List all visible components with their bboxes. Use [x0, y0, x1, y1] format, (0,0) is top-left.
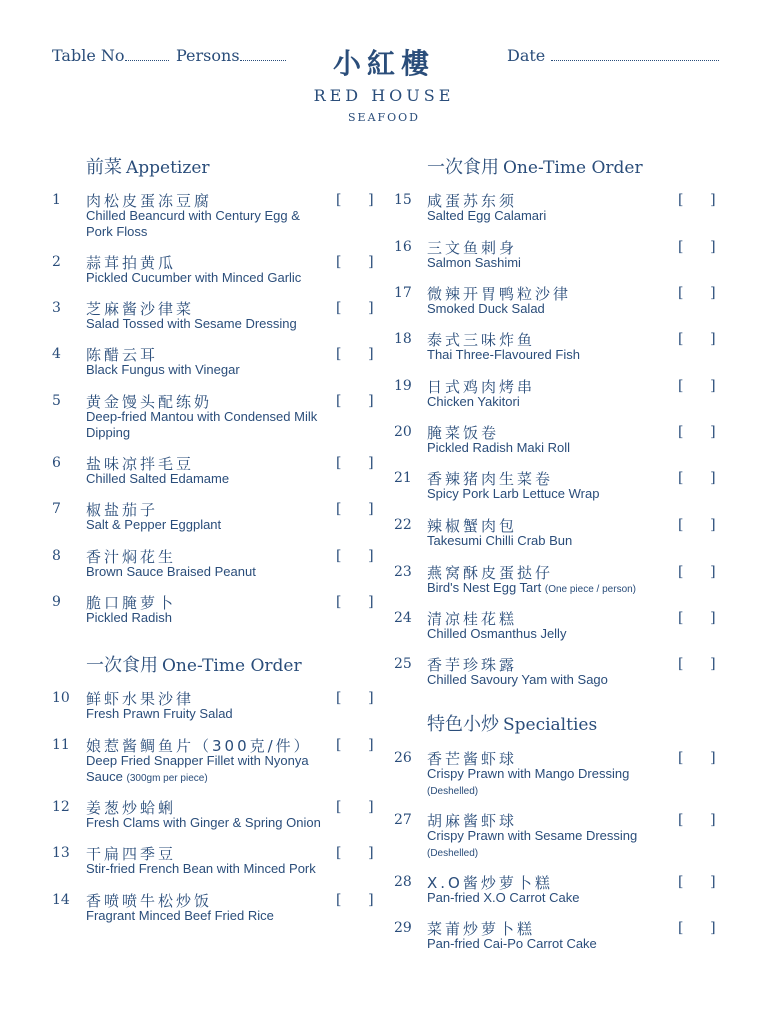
item-chinese-name: 微辣开胃鸭粒沙律: [427, 285, 572, 303]
item-chinese-name: 芝麻酱沙律菜: [86, 300, 195, 318]
item-number: 1: [52, 192, 61, 208]
item-chinese-name: 香芒酱虾球: [427, 750, 518, 768]
item-english-text: Bird's Nest Egg Tart: [427, 580, 542, 595]
item-english-name: [86, 610, 356, 626]
item-english-name: [427, 255, 697, 271]
item-chinese-name: 香喷喷牛松炒饭: [86, 892, 213, 910]
item-english-text: Salt & Pepper Eggplant: [86, 517, 222, 532]
quantity-bracket[interactable]: [ ]: [678, 424, 716, 440]
item-number: 16: [394, 239, 412, 255]
item-english-name: [86, 908, 356, 924]
item-number: 13: [52, 845, 70, 861]
item-english-name: [86, 815, 356, 831]
item-english-name: [427, 766, 697, 800]
item-english-name: [86, 316, 356, 332]
item-chinese-name: 腌菜饭卷: [427, 424, 500, 442]
item-chinese-name: 辣椒蟹肉包: [427, 517, 518, 535]
item-number: 29: [394, 920, 412, 936]
item-number: 2: [52, 254, 61, 270]
logo-english: RED HOUSE: [313, 86, 455, 105]
item-english-name: [86, 208, 326, 240]
logo-subtitle: SEAFOOD: [348, 111, 420, 124]
item-chinese-name: 鲜虾水果沙律: [86, 690, 195, 708]
quantity-bracket[interactable]: [ ]: [336, 455, 374, 471]
quantity-bracket[interactable]: [ ]: [678, 378, 716, 394]
item-note: (One piece / person): [544, 584, 637, 595]
quantity-bracket[interactable]: [ ]: [678, 564, 716, 580]
item-number: 12: [52, 799, 70, 815]
section-cn: 前菜: [86, 157, 122, 178]
item-chinese-name: 肉松皮蛋冻豆腐: [86, 192, 213, 210]
item-number: 10: [52, 690, 70, 706]
item-english-text: Pickled Radish Maki Roll: [427, 440, 571, 455]
item-english-text: Chilled Osmanthus Jelly: [427, 626, 567, 641]
item-english-name: [427, 347, 697, 363]
item-chinese-name: 盐味凉拌毛豆: [86, 455, 195, 473]
quantity-bracket[interactable]: [ ]: [336, 192, 374, 208]
quantity-bracket[interactable]: [ ]: [336, 501, 374, 517]
quantity-bracket[interactable]: [ ]: [678, 285, 716, 301]
quantity-bracket[interactable]: [ ]: [678, 192, 716, 208]
item-number: 3: [52, 300, 61, 316]
section-one-time-left: [86, 651, 302, 677]
item-english-text: Deep Fried Snapper Fillet with Nyonya Sauce: [86, 753, 309, 784]
item-chinese-name: 香辣猪肉生菜卷: [427, 470, 554, 488]
item-number: 26: [394, 750, 412, 766]
item-english-text: Crispy Prawn with Sesame Dressing: [427, 828, 638, 843]
item-english-text: Deep-fried Mantou with Condensed Milk Dipping: [86, 409, 318, 440]
item-chinese-name: X.O酱炒萝卜糕: [427, 874, 553, 892]
item-chinese-name: 干扁四季豆: [86, 845, 177, 863]
item-number: 11: [52, 737, 70, 753]
quantity-bracket[interactable]: [ ]: [678, 656, 716, 672]
item-number: 17: [394, 285, 412, 301]
item-english-name: [427, 533, 697, 549]
item-english-name: [427, 580, 697, 598]
item-number: 8: [52, 548, 61, 564]
item-english-text: Chilled Salted Edamame: [86, 471, 230, 486]
item-chinese-name: 椒盐茄子: [86, 501, 159, 519]
item-english-name: [427, 828, 697, 862]
quantity-bracket[interactable]: [ ]: [336, 393, 374, 409]
item-english-text: Black Fungus with Vinegar: [86, 362, 240, 377]
item-english-name: [427, 936, 697, 952]
item-chinese-name: 娘惹酱鲷鱼片（300克/件）: [86, 737, 312, 755]
quantity-bracket[interactable]: [ ]: [336, 346, 374, 362]
quantity-bracket[interactable]: [ ]: [678, 920, 716, 936]
item-chinese-name: 黄金馒头配练奶: [86, 393, 213, 411]
item-english-text: Crispy Prawn with Mango Dressing: [427, 766, 630, 781]
section-cn: 一次食用: [86, 655, 158, 676]
item-english-name: [86, 564, 356, 580]
item-english-name: [427, 890, 697, 906]
item-number: 9: [52, 594, 61, 610]
item-english-name: [427, 301, 697, 317]
item-chinese-name: 香芋珍珠露: [427, 656, 518, 674]
section-specialties: [427, 710, 597, 736]
item-english-name: [427, 440, 697, 456]
item-english-name: [86, 471, 356, 487]
item-number: 7: [52, 501, 61, 517]
item-chinese-name: 咸蛋苏东须: [427, 192, 518, 210]
item-english-text: Takesumi Chilli Crab Bun: [427, 533, 573, 548]
item-number: 28: [394, 874, 412, 890]
quantity-bracket[interactable]: [ ]: [336, 845, 374, 861]
item-english-name: [86, 362, 356, 378]
item-number: 20: [394, 424, 412, 440]
quantity-bracket[interactable]: [ ]: [678, 874, 716, 890]
item-english-name: [86, 861, 356, 877]
item-english-text: Pan-fried X.O Carrot Cake: [427, 890, 580, 905]
item-english-text: Salted Egg Calamari: [427, 208, 547, 223]
item-number: 5: [52, 393, 61, 409]
item-chinese-name: 脆口腌萝卜: [86, 594, 177, 612]
item-number: 6: [52, 455, 61, 471]
item-english-name: [427, 394, 697, 410]
item-english-name: [427, 672, 697, 688]
item-chinese-name: 陈醋云耳: [86, 346, 159, 364]
item-english-name: [427, 626, 697, 642]
item-english-text: Chilled Savoury Yam with Sago: [427, 672, 608, 687]
section-appetizer: [86, 153, 210, 179]
item-chinese-name: 泰式三味炸鱼: [427, 331, 536, 349]
quantity-bracket[interactable]: [ ]: [678, 517, 716, 533]
item-english-text: Chicken Yakitori: [427, 394, 520, 409]
item-english-name: [86, 409, 326, 441]
date-label: Date: [507, 46, 546, 65]
item-english-text: Fresh Clams with Ginger & Spring Onion: [86, 815, 321, 830]
item-english-text: Salmon Sashimi: [427, 255, 521, 270]
quantity-bracket[interactable]: [ ]: [336, 737, 374, 753]
item-number: 14: [52, 892, 70, 908]
item-english-text: Pan-fried Cai-Po Carrot Cake: [427, 936, 597, 951]
quantity-bracket[interactable]: [ ]: [678, 470, 716, 486]
item-english-text: Brown Sauce Braised Peanut: [86, 564, 256, 579]
section-en: One-Time Order: [162, 656, 302, 676]
section-one-time-right: [427, 153, 643, 179]
item-number: 19: [394, 378, 412, 394]
item-english-name: [86, 753, 326, 787]
item-number: 18: [394, 331, 412, 347]
item-number: 15: [394, 192, 412, 208]
quantity-bracket[interactable]: [ ]: [336, 799, 374, 815]
item-english-text: Fresh Prawn Fruity Salad: [86, 706, 233, 721]
item-english-name: [427, 208, 697, 224]
item-note: (Deshelled): [427, 786, 479, 797]
section-en: Appetizer: [126, 158, 210, 178]
quantity-bracket[interactable]: [ ]: [678, 331, 716, 347]
quantity-bracket[interactable]: [ ]: [678, 812, 716, 828]
item-english-text: Chilled Beancurd with Century Egg & Pork Floss: [86, 208, 300, 239]
item-english-text: Pickled Radish: [86, 610, 172, 625]
quantity-bracket[interactable]: [ ]: [336, 300, 374, 316]
item-english-name: [86, 706, 356, 722]
item-english-text: Thai Three-Flavoured Fish: [427, 347, 580, 362]
item-chinese-name: 蒜茸拍黄瓜: [86, 254, 177, 272]
persons-label: Persons: [176, 46, 240, 65]
item-english-text: Fragrant Minced Beef Fried Rice: [86, 908, 274, 923]
quantity-bracket[interactable]: [ ]: [678, 610, 716, 626]
item-number: 21: [394, 470, 412, 486]
quantity-bracket[interactable]: [ ]: [336, 690, 374, 706]
item-number: 22: [394, 517, 412, 533]
item-chinese-name: 菜莆炒萝卜糕: [427, 920, 536, 938]
logo-chinese: 小紅樓: [332, 47, 435, 80]
item-english-text: Smoked Duck Salad: [427, 301, 545, 316]
item-english-text: Salad Tossed with Sesame Dressing: [86, 316, 297, 331]
item-number: 23: [394, 564, 412, 580]
item-note: (300gm per piece): [126, 773, 208, 784]
section-cn: 一次食用: [427, 157, 499, 178]
table-no-label: Table No: [52, 46, 125, 65]
item-english-text: Spicy Pork Larb Lettuce Wrap: [427, 486, 600, 501]
item-number: 4: [52, 346, 61, 362]
quantity-bracket[interactable]: [ ]: [336, 254, 374, 270]
quantity-bracket[interactable]: [ ]: [336, 594, 374, 610]
item-number: 25: [394, 656, 412, 672]
item-english-name: [86, 517, 356, 533]
item-chinese-name: 胡麻酱虾球: [427, 812, 518, 830]
item-chinese-name: 三文鱼刺身: [427, 239, 518, 257]
item-english-text: Pickled Cucumber with Minced Garlic: [86, 270, 302, 285]
item-number: 27: [394, 812, 412, 828]
item-english-name: [86, 270, 356, 286]
section-cn: 特色小炒: [427, 714, 499, 735]
quantity-bracket[interactable]: [ ]: [336, 892, 374, 908]
item-english-text: Stir-fried French Bean with Minced Pork: [86, 861, 316, 876]
section-en: Specialties: [503, 715, 598, 735]
item-note: (Deshelled): [427, 848, 479, 859]
quantity-bracket[interactable]: [ ]: [678, 750, 716, 766]
quantity-bracket[interactable]: [ ]: [678, 239, 716, 255]
item-english-name: [427, 486, 697, 502]
section-en: One-Time Order: [503, 158, 643, 178]
item-chinese-name: 清凉桂花糕: [427, 610, 518, 628]
quantity-bracket[interactable]: [ ]: [336, 548, 374, 564]
item-number: 24: [394, 610, 412, 626]
item-chinese-name: 日式鸡肉烤串: [427, 378, 536, 396]
item-chinese-name: 燕窝酥皮蛋挞仔: [427, 564, 554, 582]
item-chinese-name: 香汁焖花生: [86, 548, 177, 566]
item-chinese-name: 姜葱炒蛤蜊: [86, 799, 177, 817]
